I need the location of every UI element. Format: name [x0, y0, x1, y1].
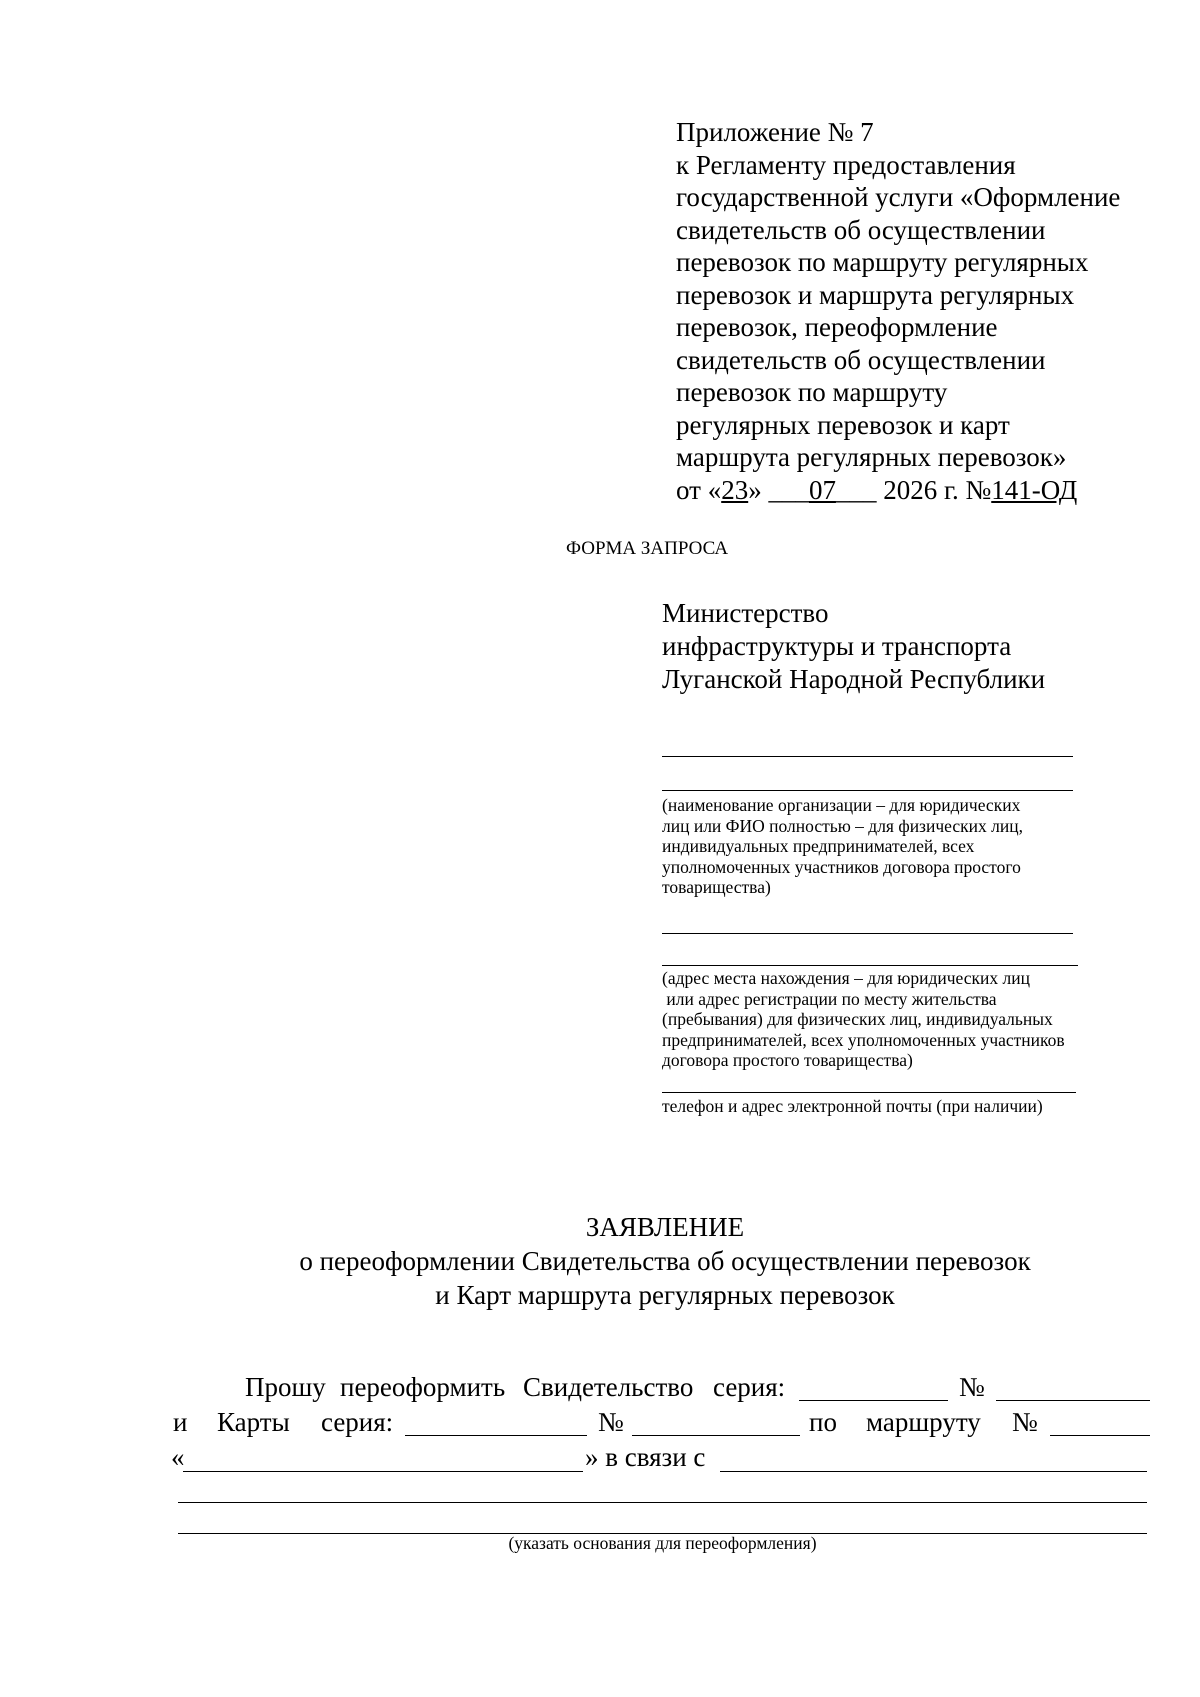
- appendix-line: маршрута регулярных перевозок»: [676, 442, 1067, 472]
- note-line: или адрес регистрации по месту жительства: [662, 988, 997, 1009]
- reason-field-2[interactable]: [178, 1502, 1147, 1503]
- appendix-line: Приложение № 7: [676, 117, 874, 147]
- statement-subtitle: о переоформлении Свидетельства об осуществлении перевозок: [299, 1246, 1031, 1276]
- addressee-block: [662, 597, 1045, 696]
- address-note: [662, 968, 1065, 1071]
- reason-caption: (указать основания для переоформления): [508, 1533, 817, 1553]
- row-word: и: [173, 1407, 188, 1437]
- appendix-line: к Регламенту предоставления: [676, 149, 1016, 180]
- addressee-line: инфраструктуры и транспорта: [662, 631, 1012, 661]
- row-word: Прошу: [245, 1372, 326, 1402]
- cards-number-field[interactable]: [632, 1435, 800, 1436]
- statement-subtitle: и Карт маршрута регулярных перевозок: [435, 1280, 895, 1310]
- address-line-2[interactable]: [662, 965, 1078, 966]
- appendix-line: свидетельств об осуществлении: [676, 344, 1046, 375]
- reason-field-1[interactable]: [720, 1471, 1147, 1472]
- cards-series-field[interactable]: [405, 1435, 587, 1436]
- appendix-date-line: [676, 474, 1176, 507]
- note-line: уполномоченных участников договора простого: [662, 856, 1021, 877]
- applicant-name-line-2[interactable]: [662, 790, 1073, 791]
- applicant-name-line-1[interactable]: [662, 756, 1073, 757]
- date-suffix: ___ 2026 г. №: [835, 474, 992, 505]
- note-line: (наименование организации – для юридических: [662, 795, 1021, 815]
- appendix-line: регулярных перевозок и карт: [676, 409, 1010, 440]
- note-line: лиц или ФИО полностью – для физических лиц,: [662, 815, 1023, 836]
- contacts-line[interactable]: [662, 1092, 1076, 1093]
- document-number: 141-ОД: [991, 474, 1078, 505]
- request-row-3: [0, 1441, 1200, 1473]
- appendix-line: перевозок по маршруту: [676, 377, 948, 407]
- row-word: переоформить: [340, 1372, 506, 1402]
- row-word: Свидетельство: [523, 1372, 694, 1402]
- note-line: товарищества): [662, 877, 771, 897]
- row-number-sign: №: [598, 1407, 624, 1437]
- row-word: серия:: [321, 1407, 394, 1437]
- row-word: Карты: [217, 1407, 290, 1437]
- note-line: предпринимателей, всех уполномоченных участников: [662, 1029, 1065, 1050]
- note-line: (адрес места нахождения – для юридических лиц: [662, 968, 1030, 988]
- appendix-line: перевозок и маршрута регулярных: [676, 279, 1075, 310]
- appendix-line: перевозок по маршруту регулярных: [676, 247, 1089, 277]
- statement-title: ЗАЯВЛЕНИЕ: [585, 1212, 745, 1242]
- date-day: 23: [721, 474, 749, 505]
- row-number-sign: №: [1012, 1407, 1038, 1437]
- form-title: ФОРМА ЗАПРОСА: [566, 538, 729, 559]
- row-text: » в связи с: [585, 1442, 706, 1472]
- row-word: по: [809, 1407, 837, 1437]
- date-mid: » ___: [748, 474, 809, 505]
- date-month: 07: [808, 474, 836, 505]
- date-prefix: от «: [676, 474, 722, 505]
- appendix-line: государственной услуги «Оформление: [676, 182, 1121, 212]
- route-name-field[interactable]: [183, 1471, 583, 1472]
- request-row-1: [0, 1371, 1200, 1403]
- note-line: договора простого товарищества): [662, 1050, 913, 1070]
- quote-open: «: [171, 1442, 185, 1472]
- request-row-2: [0, 1406, 1200, 1438]
- addressee-line: Луганской Народной Республики: [662, 664, 1046, 694]
- row-word: серия:: [713, 1372, 786, 1402]
- appendix-line: свидетельств об осуществлении: [676, 214, 1046, 245]
- note-line: индивидуальных предпринимателей, всех: [662, 836, 975, 856]
- appendix-block: [676, 116, 1176, 506]
- row-number-sign: №: [959, 1372, 985, 1402]
- route-number-field[interactable]: [1050, 1435, 1150, 1436]
- applicant-name-note: [662, 795, 1023, 898]
- addressee-line: Министерство: [662, 598, 829, 628]
- row-word: маршруту: [866, 1407, 981, 1437]
- address-line-1[interactable]: [662, 933, 1073, 934]
- statement-heading: [0, 1210, 1200, 1312]
- contacts-note: телефон и адрес электронной почты (при наличии): [662, 1096, 1043, 1116]
- appendix-line: перевозок, переоформление: [676, 312, 998, 342]
- note-line: (пребывания) для физических лиц, индивидуальных: [662, 1009, 1053, 1029]
- certificate-number-field[interactable]: [996, 1400, 1150, 1401]
- certificate-series-field[interactable]: [799, 1400, 948, 1401]
